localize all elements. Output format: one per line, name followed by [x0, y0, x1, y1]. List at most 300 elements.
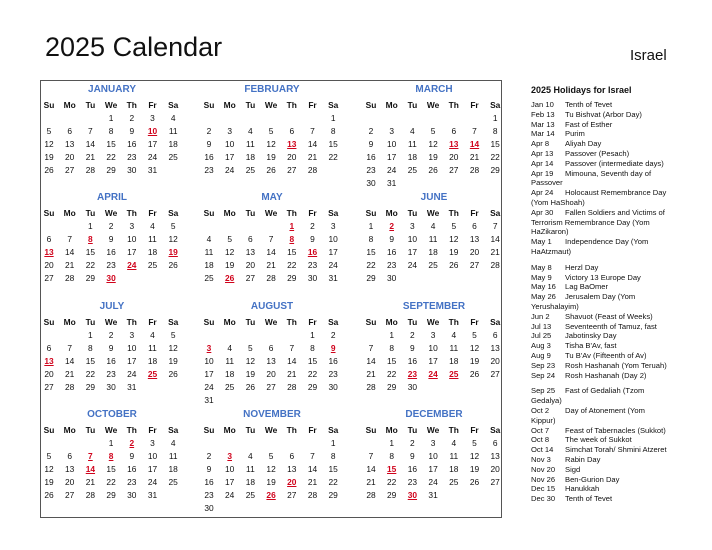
weekday-header: Sa — [328, 317, 339, 327]
holiday-day: 25 — [147, 369, 158, 379]
holiday-name: Simchat Torah/ Shmini Atzeret — [565, 445, 667, 455]
weekday-header: Th — [286, 100, 297, 110]
holiday-day: 20 — [287, 477, 297, 487]
calendar-day: 15 — [287, 247, 297, 257]
calendar-day: 28 — [65, 382, 75, 392]
weekday-header: Th — [126, 317, 137, 327]
weekday-header: Su — [203, 208, 215, 218]
holiday-name: Fallen Soldiers and Victims of — [565, 207, 665, 217]
calendar-day: 29 — [387, 490, 397, 500]
calendar-day: 7 — [368, 451, 374, 461]
calendar-day: 6 — [67, 126, 73, 136]
weekday-header: Mo — [223, 425, 236, 435]
calendar-day: 11 — [449, 451, 459, 461]
calendar-day: 1 — [88, 221, 93, 231]
calendar-day: 11 — [449, 343, 459, 353]
holiday-date: May 16 — [531, 282, 556, 292]
holiday-item — [531, 292, 706, 312]
weekday-header: Fr — [148, 208, 157, 218]
calendar-day: 6 — [289, 126, 295, 136]
calendar-day: 17 — [127, 356, 137, 366]
holiday-item — [531, 426, 706, 436]
weekday-header: Fr — [148, 425, 157, 435]
holiday-name: Kippur) — [531, 415, 556, 425]
holiday-name: Gedalya) — [531, 396, 562, 406]
calendar-day: 7 — [67, 343, 73, 353]
holiday-name: Hanukkah — [565, 484, 600, 494]
calendar-day: 24 — [147, 152, 158, 162]
calendar-day: 21 — [307, 152, 318, 162]
calendar-day: 20 — [44, 260, 54, 270]
calendar-day: 29 — [85, 273, 96, 283]
calendar-day: 4 — [430, 221, 436, 231]
holiday-name: HaAtzmaut) — [531, 246, 572, 256]
weekday-header: Tu — [245, 425, 256, 435]
holiday-day: 1 — [289, 221, 295, 231]
calendar-day: 15 — [366, 247, 376, 257]
calendar-day: 12 — [168, 343, 178, 353]
calendar-day: 7 — [88, 126, 93, 136]
holiday-item — [531, 110, 706, 120]
calendar-day: 5 — [430, 126, 436, 136]
month-name: OCTOBER — [87, 409, 137, 420]
weekday-header: Mo — [385, 100, 398, 110]
holiday-day: 3 — [206, 343, 212, 353]
calendar-day: 6 — [67, 451, 73, 461]
calendar-day: 16 — [106, 356, 116, 366]
calendar-day: 18 — [245, 152, 256, 162]
holiday-date: Dec 15 — [531, 484, 556, 494]
holiday-name: Ben-Gurion Day — [565, 474, 620, 484]
calendar-day: 23 — [204, 165, 214, 175]
calendar-day: 14 — [366, 356, 376, 366]
calendar-day: 12 — [469, 451, 480, 461]
weekday-header: Su — [365, 317, 377, 327]
holiday-day: 8 — [88, 234, 93, 244]
calendar-day: 16 — [106, 247, 116, 257]
calendar-day: 6 — [248, 234, 253, 244]
calendar-day: 22 — [328, 152, 338, 162]
calendar-day: 10 — [225, 139, 235, 149]
calendar-day: 3 — [227, 126, 233, 136]
weekday-header: Th — [126, 100, 137, 110]
calendar-day: 21 — [490, 247, 500, 257]
calendar-day: 9 — [108, 234, 114, 244]
holiday-day: 14 — [469, 139, 480, 149]
calendar-day: 13 — [287, 464, 297, 474]
calendar-day: 16 — [127, 139, 137, 149]
calendar-day: 1 — [108, 113, 114, 123]
calendar-day: 28 — [85, 165, 96, 175]
holiday-item — [531, 435, 706, 445]
calendar-day: 18 — [168, 464, 178, 474]
holiday-name: Passover — [531, 178, 563, 188]
calendar-day: 19 — [469, 356, 480, 366]
holiday-day: 23 — [407, 369, 418, 379]
calendar-day: 18 — [168, 139, 178, 149]
calendar-day: 24 — [225, 165, 235, 175]
calendar-day: 11 — [148, 234, 157, 244]
calendar-day: 14 — [366, 464, 376, 474]
calendar-day: 25 — [225, 382, 235, 392]
calendar-day: 10 — [428, 451, 438, 461]
holiday-item — [531, 312, 706, 322]
calendar-day: 10 — [147, 451, 158, 461]
calendar-day: 22 — [387, 369, 397, 379]
weekday-header: Tu — [407, 208, 418, 218]
holiday-day: 16 — [307, 247, 318, 257]
calendar-day: 9 — [129, 126, 135, 136]
weekday-header: Th — [286, 208, 297, 218]
weekday-header: Fr — [470, 208, 479, 218]
holiday-name: HaZikaron) — [531, 227, 569, 237]
calendar-day: 6 — [46, 234, 52, 244]
weekday-header: We — [264, 100, 278, 110]
calendar-day: 18 — [449, 356, 459, 366]
weekday-header: Tu — [245, 208, 256, 218]
calendar-day: 2 — [368, 126, 374, 136]
calendar-day: 19 — [469, 464, 480, 474]
calendar-day: 16 — [204, 152, 214, 162]
weekday-header: Fr — [308, 208, 317, 218]
holiday-name: Aliyah Day — [565, 139, 602, 149]
calendar-day: 27 — [44, 273, 54, 283]
calendar-day: 9 — [206, 139, 212, 149]
holiday-name: Yerushalayim) — [531, 301, 579, 311]
calendar-day: 18 — [225, 369, 235, 379]
holiday-date: Apr 30 — [531, 207, 554, 217]
calendar-day: 24 — [127, 369, 137, 379]
holiday-item — [531, 406, 706, 426]
calendar-day: 9 — [368, 139, 374, 149]
holiday-date: Sep 23 — [531, 360, 556, 370]
calendar-day: 9 — [108, 343, 114, 353]
calendar-day: 26 — [44, 165, 54, 175]
calendar-day: 5 — [46, 126, 52, 136]
calendar-day: 25 — [245, 165, 256, 175]
holiday-date: Jun 2 — [531, 311, 550, 321]
calendar-day: 7 — [289, 343, 295, 353]
calendar-day: 4 — [150, 330, 155, 340]
holiday-day: 3 — [227, 451, 233, 461]
calendar-day: 18 — [428, 247, 438, 257]
holiday-item — [531, 465, 706, 475]
calendar-day: 5 — [170, 221, 176, 231]
weekday-header: Fr — [308, 317, 317, 327]
holiday-day: 30 — [407, 490, 418, 500]
weekday-header: We — [426, 317, 440, 327]
calendar-day: 23 — [328, 369, 338, 379]
calendar-day: 27 — [245, 273, 256, 283]
weekday-header: Tu — [245, 100, 256, 110]
calendar-day: 2 — [310, 221, 315, 231]
calendar-day: 28 — [307, 490, 318, 500]
calendar-day: 22 — [287, 260, 297, 270]
weekday-header: Th — [126, 425, 137, 435]
weekday-header: Tu — [85, 317, 96, 327]
holiday-name: Tisha B'Av, fast — [565, 341, 617, 351]
month-name: DECEMBER — [405, 409, 463, 420]
calendar-day: 5 — [472, 438, 477, 448]
calendar-day: 1 — [330, 113, 336, 123]
holiday-date: Nov 3 — [531, 455, 551, 464]
holiday-date: Apr 19 — [531, 168, 554, 178]
holiday-date: Apr 14 — [531, 158, 554, 168]
weekday-header: Th — [448, 317, 459, 327]
holiday-item — [531, 341, 706, 351]
calendar-day: 27 — [44, 382, 54, 392]
calendar-day: 20 — [65, 477, 75, 487]
holiday-day: 8 — [289, 234, 295, 244]
calendar-day: 15 — [490, 139, 500, 149]
weekday-header: Tu — [407, 100, 418, 110]
calendar-day: 29 — [106, 165, 116, 175]
calendar-day: 12 — [225, 247, 235, 257]
calendar-day: 24 — [387, 165, 397, 175]
holiday-name: Tu B'Av (Fifteenth of Av) — [565, 351, 647, 360]
holiday-item — [531, 169, 706, 189]
calendar-day: 21 — [307, 477, 318, 487]
calendar-day: 24 — [407, 260, 418, 270]
calendar-day: 15 — [85, 247, 96, 257]
calendar-day: 21 — [65, 369, 75, 379]
month-name: MAY — [261, 192, 283, 203]
calendar-day: 13 — [490, 451, 500, 461]
calendar-day: 8 — [330, 126, 336, 136]
calendar-day: 21 — [366, 477, 376, 487]
calendar-day: 12 — [168, 234, 178, 244]
calendar-day: 11 — [148, 343, 157, 353]
weekday-header: Fr — [148, 317, 157, 327]
holiday-day: 8 — [108, 451, 114, 461]
calendar-day: 23 — [106, 369, 116, 379]
calendar-day: 1 — [310, 330, 315, 340]
calendar-day: 5 — [227, 234, 233, 244]
calendar-day: 1 — [108, 438, 114, 448]
calendar-day: 31 — [428, 490, 438, 500]
calendar-day: 18 — [147, 247, 158, 257]
calendar-day: 25 — [168, 152, 178, 162]
calendar-day: 11 — [168, 451, 178, 461]
weekday-header: Fr — [308, 425, 317, 435]
calendar-day: 4 — [170, 438, 176, 448]
calendar-day: 16 — [407, 464, 418, 474]
weekday-header: Sa — [168, 208, 179, 218]
weekday-header: Su — [203, 100, 215, 110]
calendar-day: 26 — [168, 369, 178, 379]
calendar-day: 30 — [328, 382, 338, 392]
calendar-day: 28 — [287, 382, 297, 392]
weekday-header: Mo — [223, 317, 236, 327]
calendar-day: 21 — [85, 477, 96, 487]
calendar-day: 2 — [206, 126, 212, 136]
month-name: JUNE — [420, 192, 448, 203]
calendar-day: 17 — [428, 356, 438, 366]
calendar-day: 22 — [85, 369, 96, 379]
weekday-header: Mo — [385, 208, 398, 218]
calendar-day: 26 — [469, 477, 480, 487]
calendar-day: 16 — [204, 477, 214, 487]
holiday-name: Lag BaOmer — [565, 282, 609, 292]
calendar-day: 12 — [449, 234, 459, 244]
holiday-name: Independence Day (Yom — [565, 237, 649, 247]
calendar-day: 23 — [407, 477, 418, 487]
weekday-header: Su — [43, 208, 55, 218]
calendar-day: 24 — [328, 260, 338, 270]
calendar-day: 5 — [46, 451, 52, 461]
holiday-name: Feast of Tabernacles (Sukkot) — [565, 425, 666, 435]
calendar-day: 20 — [245, 260, 256, 270]
weekday-header: We — [426, 425, 440, 435]
month-name: NOVEMBER — [243, 409, 301, 420]
calendar-day: 4 — [227, 343, 233, 353]
holiday-date: Jul 13 — [531, 321, 552, 331]
holiday-date: Sep 25 — [531, 386, 556, 396]
calendar-day: 19 — [44, 477, 54, 487]
calendar-day: 10 — [428, 343, 438, 353]
calendar-day: 6 — [472, 221, 477, 231]
calendar-day: 1 — [389, 438, 395, 448]
calendar-day: 30 — [407, 382, 418, 392]
calendar-day: 30 — [127, 490, 137, 500]
calendar-day: 1 — [330, 438, 336, 448]
calendar-day: 12 — [266, 139, 276, 149]
calendar-day: 25 — [204, 273, 214, 283]
calendar-day: 17 — [147, 464, 158, 474]
calendar-day: 20 — [469, 247, 480, 257]
calendar-day: 31 — [147, 490, 158, 500]
calendar-day: 9 — [410, 343, 415, 353]
holiday-date: May 1 — [531, 237, 552, 247]
month-name: JANUARY — [88, 84, 136, 95]
calendar-day: 21 — [266, 260, 276, 270]
country-label: Israel — [630, 47, 667, 64]
calendar-day: 3 — [150, 113, 155, 123]
weekday-header: We — [104, 208, 118, 218]
weekday-header: Sa — [168, 100, 179, 110]
calendar-day: 26 — [266, 165, 276, 175]
weekday-header: Sa — [490, 100, 501, 110]
calendar-day: 15 — [387, 356, 397, 366]
holiday-day: 13 — [287, 139, 297, 149]
calendar-day: 26 — [449, 260, 459, 270]
calendar-day: 2 — [410, 330, 415, 340]
month-name: APRIL — [97, 192, 127, 203]
month-name: FEBRUARY — [244, 84, 300, 95]
holiday-name: Fast of Gedaliah (Tzom — [565, 386, 645, 396]
calendar-day: 29 — [490, 165, 500, 175]
calendar-day: 10 — [204, 356, 214, 366]
calendar-day: 31 — [127, 382, 137, 392]
holiday-date: Oct 8 — [531, 435, 550, 445]
holiday-date: Nov 26 — [531, 474, 556, 484]
calendar-day: 28 — [366, 382, 376, 392]
holiday-name: Purim — [565, 129, 585, 139]
weekday-header: Mo — [385, 425, 398, 435]
weekday-header: Mo — [63, 208, 76, 218]
holiday-day: 13 — [449, 139, 459, 149]
calendar-day: 13 — [65, 464, 75, 474]
weekday-header: Su — [43, 317, 55, 327]
weekday-header: Mo — [63, 100, 76, 110]
calendar-day: 23 — [204, 490, 214, 500]
calendar-day: 10 — [127, 343, 137, 353]
calendar-day: 4 — [248, 451, 253, 461]
holiday-name: Passover (intermediate days) — [565, 158, 664, 168]
calendar-day: 4 — [248, 126, 253, 136]
calendar-day: 4 — [170, 113, 176, 123]
calendar-day: 30 — [307, 273, 318, 283]
calendar-day: 4 — [150, 221, 155, 231]
calendar-day: 21 — [469, 152, 480, 162]
calendar-day: 16 — [407, 356, 418, 366]
weekday-header: Su — [365, 100, 377, 110]
calendar-day: 5 — [472, 330, 477, 340]
calendar-day: 11 — [204, 247, 214, 257]
weekday-header: Su — [43, 425, 55, 435]
calendar-day: 9 — [410, 451, 415, 461]
calendar-day: 29 — [307, 382, 318, 392]
calendar-day: 20 — [65, 152, 75, 162]
weekday-header: Th — [286, 317, 297, 327]
calendar-day: 29 — [366, 273, 376, 283]
calendar-day: 15 — [328, 464, 338, 474]
weekday-header: Su — [203, 317, 215, 327]
calendar-day: 28 — [490, 260, 500, 270]
calendar-day: 18 — [147, 356, 158, 366]
holiday-day: 24 — [127, 260, 137, 270]
holiday-day: 13 — [44, 356, 54, 366]
holiday-day: 26 — [266, 490, 276, 500]
weekday-header: Fr — [470, 100, 479, 110]
calendar-day: 18 — [204, 260, 214, 270]
calendar-day: 27 — [287, 490, 297, 500]
calendar-day: 3 — [430, 330, 436, 340]
calendar-day: 27 — [266, 382, 276, 392]
calendar-day: 30 — [366, 178, 376, 188]
calendar-day: 7 — [268, 234, 274, 244]
holiday-name: Herzl Day — [565, 262, 599, 272]
weekday-header: Sa — [490, 425, 501, 435]
calendar-day: 19 — [168, 356, 178, 366]
holiday-name: Passover (Pesach) — [565, 149, 630, 158]
calendar-day: 28 — [469, 165, 480, 175]
calendar-day: 3 — [410, 221, 415, 231]
calendar-day: 14 — [287, 356, 297, 366]
calendar-day: 14 — [65, 356, 75, 366]
calendar-day: 8 — [389, 451, 395, 461]
calendar-day: 4 — [451, 438, 457, 448]
calendar-day: 13 — [490, 343, 500, 353]
calendar-day: 7 — [310, 126, 315, 136]
holiday-item — [531, 475, 706, 485]
holiday-day: 13 — [44, 247, 54, 257]
calendar-day: 5 — [268, 451, 274, 461]
calendar-day: 4 — [410, 126, 415, 136]
calendar-day: 26 — [428, 165, 438, 175]
calendar-day: 29 — [85, 382, 96, 392]
calendar-day: 12 — [266, 464, 276, 474]
month-name: AUGUST — [250, 301, 294, 312]
calendar-day: 25 — [407, 165, 418, 175]
calendar-day: 27 — [65, 165, 75, 175]
calendar-day: 27 — [449, 165, 459, 175]
calendar-day: 2 — [108, 330, 114, 340]
holiday-name: Victory 13 Europe Day — [565, 272, 641, 282]
calendar-day: 27 — [469, 260, 480, 270]
calendar-day: 20 — [449, 152, 459, 162]
calendar-day: 22 — [106, 152, 116, 162]
